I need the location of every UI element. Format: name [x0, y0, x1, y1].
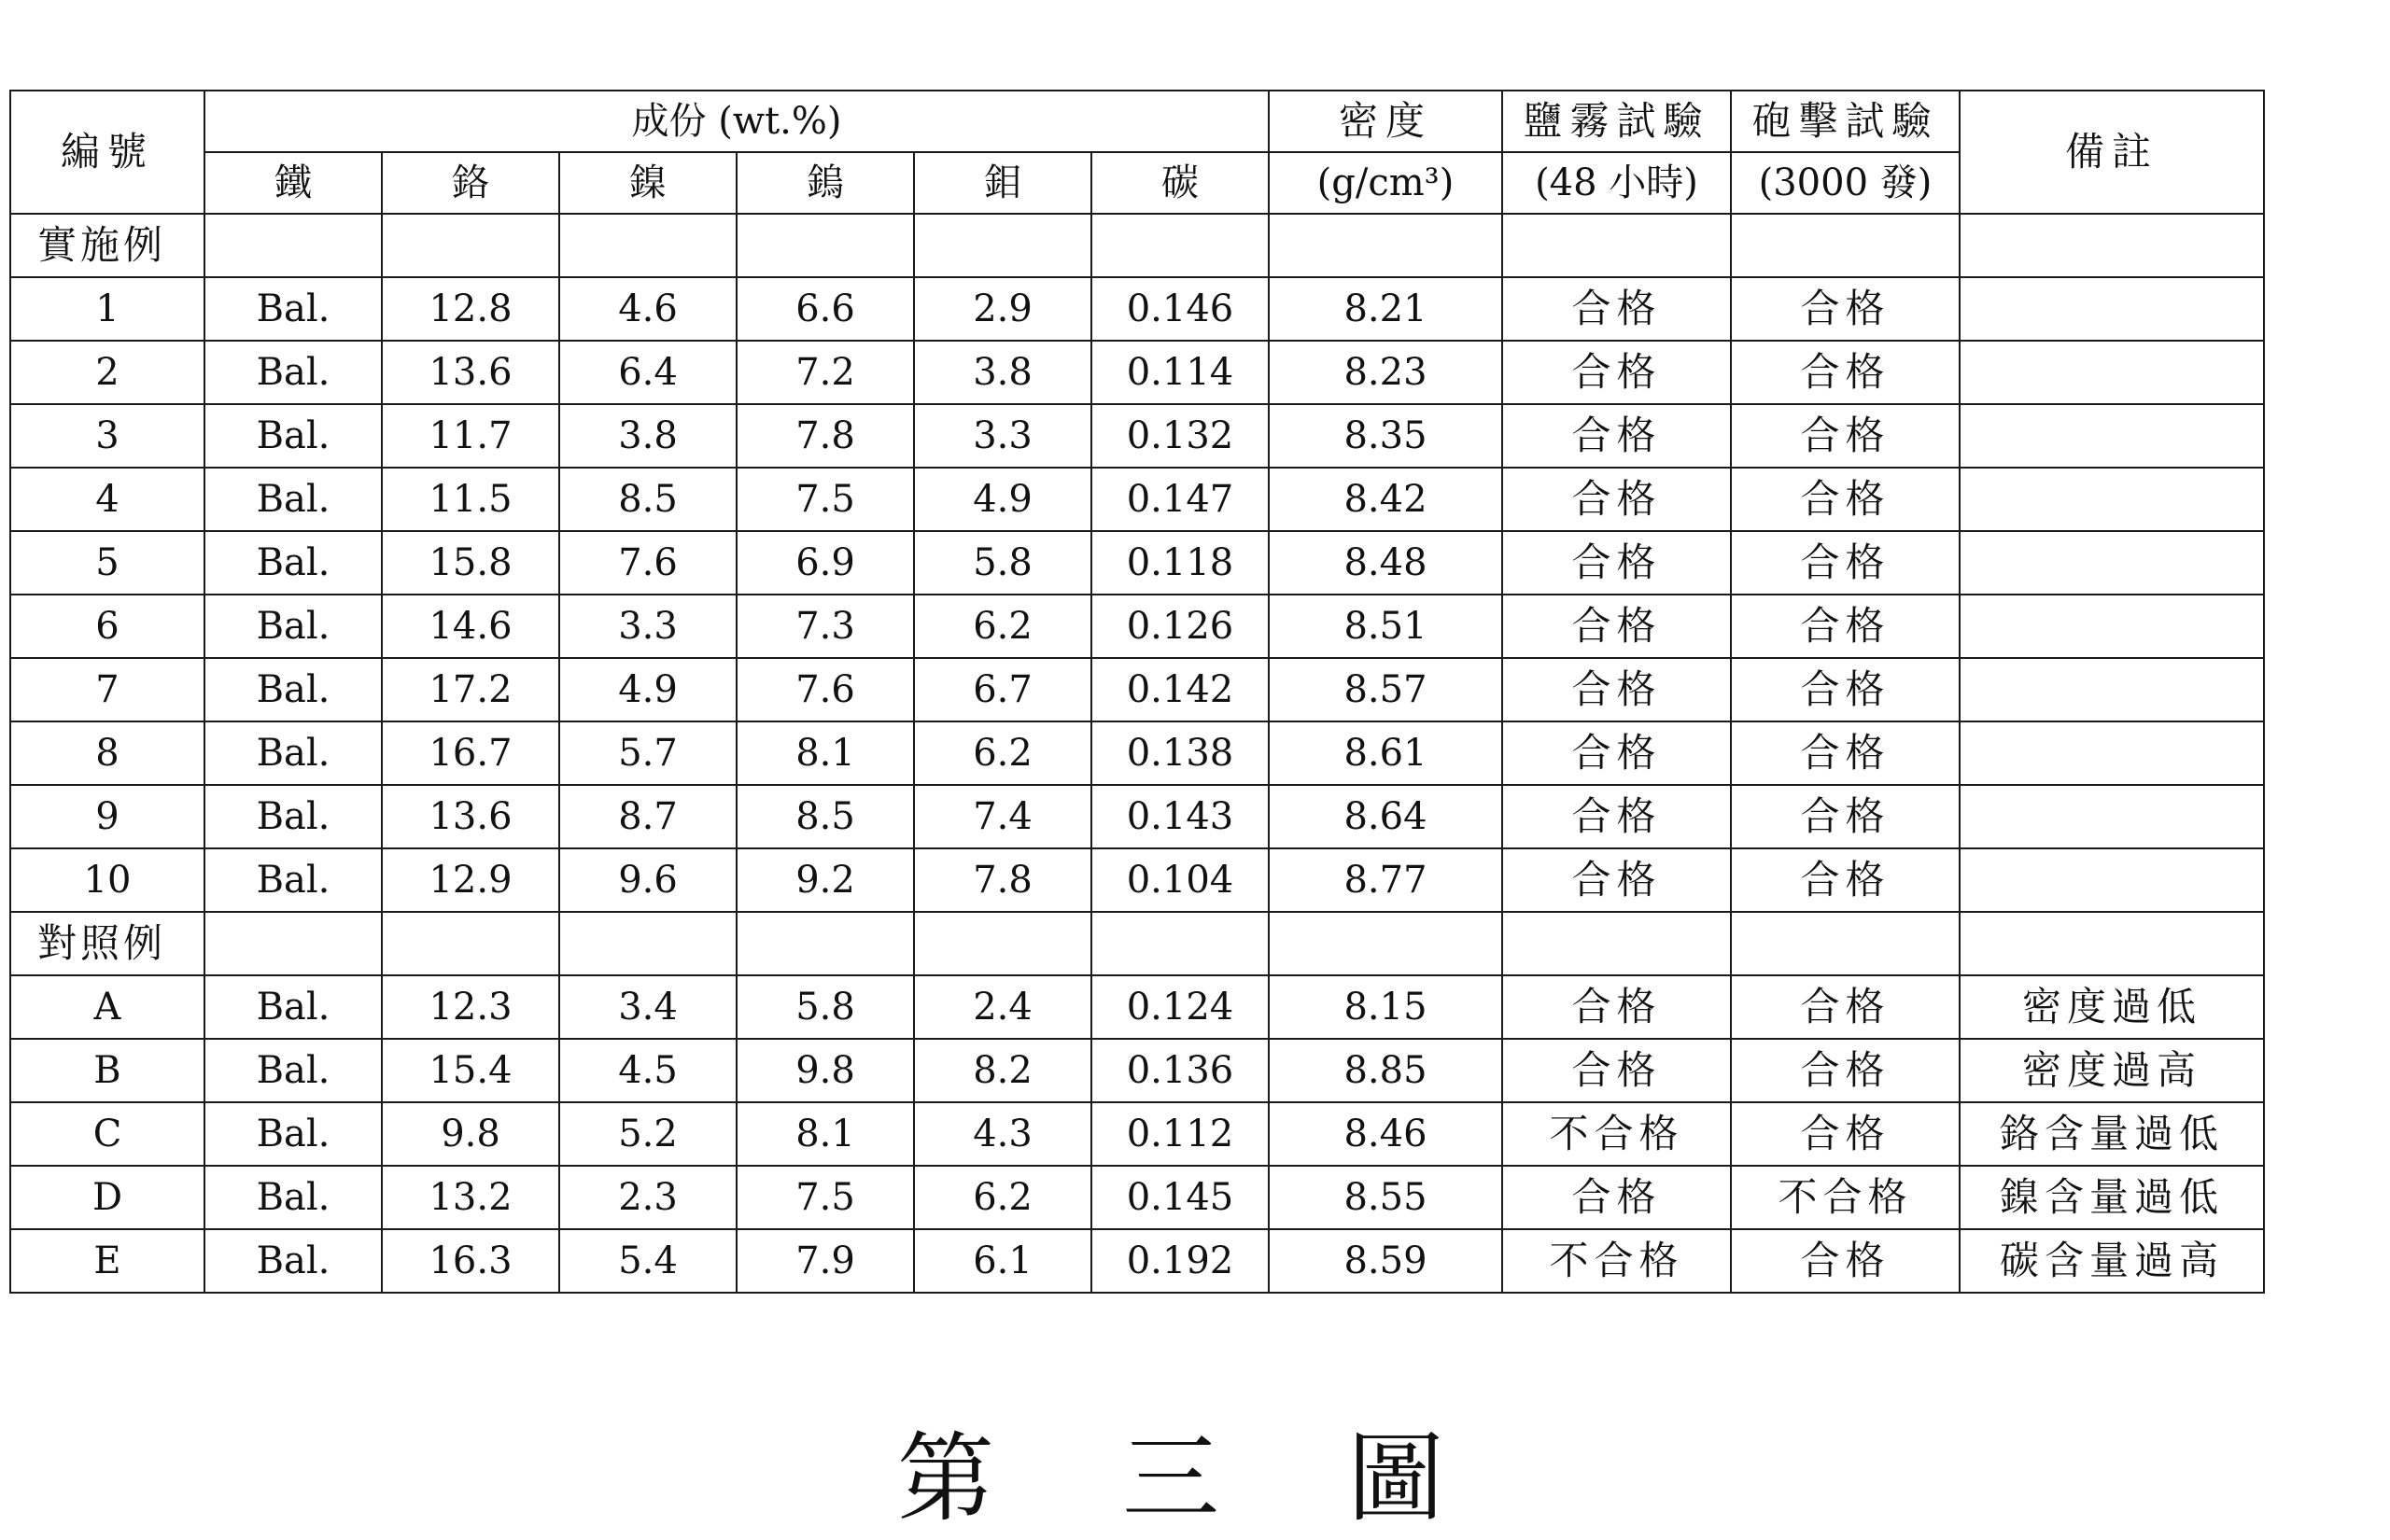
- density-cell: 8.21: [1269, 277, 1502, 341]
- iron-cell: Bal.: [204, 1166, 382, 1229]
- molybdenum-cell: 2.4: [914, 975, 1091, 1039]
- nickel-cell: 5.4: [559, 1229, 737, 1293]
- iron-cell: Bal.: [204, 277, 382, 341]
- tungsten-cell: 7.5: [737, 468, 914, 531]
- table-row: [10, 721, 2264, 785]
- density-cell: 8.77: [1269, 848, 1502, 912]
- molybdenum-cell: 7.8: [914, 848, 1091, 912]
- empty-cell: [1269, 912, 1502, 975]
- header-element-ni: 鎳: [559, 152, 737, 214]
- nickel-cell: 6.4: [559, 341, 737, 404]
- density-cell: 8.48: [1269, 531, 1502, 595]
- firing-result-cell: 合格: [1731, 404, 1960, 468]
- row-id-cell: B: [10, 1039, 204, 1102]
- table-body: [10, 91, 2264, 1293]
- firing-result-cell: 合格: [1731, 975, 1960, 1039]
- header-element-w: 鎢: [737, 152, 914, 214]
- table-row: [10, 1102, 2264, 1166]
- empty-cell: [204, 912, 382, 975]
- iron-cell: Bal.: [204, 721, 382, 785]
- firing-result-cell: 合格: [1731, 658, 1960, 721]
- table-row: [10, 785, 2264, 848]
- remark-cell: [1960, 277, 2264, 341]
- salt-spray-result-cell: 合格: [1502, 785, 1731, 848]
- header-density: 密度: [1269, 91, 1502, 152]
- firing-result-cell: 合格: [1731, 595, 1960, 658]
- iron-cell: Bal.: [204, 785, 382, 848]
- iron-cell: Bal.: [204, 848, 382, 912]
- figure-caption: 第 三 圖: [896, 1421, 1494, 1535]
- carbon-cell: 0.118: [1091, 531, 1269, 595]
- section-label: 對照例: [10, 912, 204, 975]
- density-cell: 8.85: [1269, 1039, 1502, 1102]
- salt-spray-result-cell: 合格: [1502, 975, 1731, 1039]
- molybdenum-cell: 6.1: [914, 1229, 1091, 1293]
- empty-cell: [737, 912, 914, 975]
- iron-cell: Bal.: [204, 595, 382, 658]
- density-cell: 8.55: [1269, 1166, 1502, 1229]
- salt-spray-result-cell: 合格: [1502, 848, 1731, 912]
- empty-cell: [914, 214, 1091, 277]
- chromium-cell: 16.7: [382, 721, 559, 785]
- molybdenum-cell: 4.9: [914, 468, 1091, 531]
- salt-spray-result-cell: 合格: [1502, 277, 1731, 341]
- iron-cell: Bal.: [204, 1102, 382, 1166]
- density-cell: 8.64: [1269, 785, 1502, 848]
- empty-cell: [1091, 214, 1269, 277]
- nickel-cell: 5.7: [559, 721, 737, 785]
- salt-spray-result-cell: 合格: [1502, 658, 1731, 721]
- chromium-cell: 11.7: [382, 404, 559, 468]
- row-id-cell: 4: [10, 468, 204, 531]
- density-cell: 8.61: [1269, 721, 1502, 785]
- header-salt-spray: 鹽霧試驗: [1502, 91, 1731, 152]
- salt-spray-result-cell: 合格: [1502, 1166, 1731, 1229]
- carbon-cell: 0.114: [1091, 341, 1269, 404]
- table-row: [10, 404, 2264, 468]
- section-row: [10, 214, 2264, 277]
- table-row: [10, 848, 2264, 912]
- table-row: [10, 975, 2264, 1039]
- chromium-cell: 16.3: [382, 1229, 559, 1293]
- tungsten-cell: 7.5: [737, 1166, 914, 1229]
- remark-cell: 碳含量過高: [1960, 1229, 2264, 1293]
- header-density-unit: (g/cm³): [1269, 152, 1502, 214]
- header-remarks: 備註: [1960, 91, 2264, 214]
- remark-cell: [1960, 341, 2264, 404]
- density-cell: 8.42: [1269, 468, 1502, 531]
- nickel-cell: 8.5: [559, 468, 737, 531]
- empty-cell: [1502, 214, 1731, 277]
- firing-result-cell: 不合格: [1731, 1166, 1960, 1229]
- molybdenum-cell: 3.8: [914, 341, 1091, 404]
- table-row: [10, 341, 2264, 404]
- molybdenum-cell: 6.2: [914, 721, 1091, 785]
- molybdenum-cell: 6.2: [914, 595, 1091, 658]
- nickel-cell: 2.3: [559, 1166, 737, 1229]
- iron-cell: Bal.: [204, 404, 382, 468]
- carbon-cell: 0.112: [1091, 1102, 1269, 1166]
- table-row: [10, 1166, 2264, 1229]
- row-id-cell: 3: [10, 404, 204, 468]
- carbon-cell: 0.126: [1091, 595, 1269, 658]
- molybdenum-cell: 7.4: [914, 785, 1091, 848]
- tungsten-cell: 7.8: [737, 404, 914, 468]
- salt-spray-result-cell: 合格: [1502, 721, 1731, 785]
- firing-result-cell: 合格: [1731, 721, 1960, 785]
- remark-cell: [1960, 785, 2264, 848]
- table-row: [10, 595, 2264, 658]
- iron-cell: Bal.: [204, 975, 382, 1039]
- remark-cell: 密度過高: [1960, 1039, 2264, 1102]
- carbon-cell: 0.143: [1091, 785, 1269, 848]
- salt-spray-result-cell: 合格: [1502, 468, 1731, 531]
- empty-cell: [559, 214, 737, 277]
- table-row: [10, 658, 2264, 721]
- nickel-cell: 7.6: [559, 531, 737, 595]
- empty-cell: [1091, 912, 1269, 975]
- density-cell: 8.35: [1269, 404, 1502, 468]
- chromium-cell: 9.8: [382, 1102, 559, 1166]
- carbon-cell: 0.146: [1091, 277, 1269, 341]
- iron-cell: Bal.: [204, 1229, 382, 1293]
- row-id-cell: 7: [10, 658, 204, 721]
- tungsten-cell: 8.5: [737, 785, 914, 848]
- empty-cell: [382, 214, 559, 277]
- empty-cell: [1731, 214, 1960, 277]
- chromium-cell: 13.2: [382, 1166, 559, 1229]
- remark-cell: [1960, 531, 2264, 595]
- table-row: [10, 468, 2264, 531]
- firing-result-cell: 合格: [1731, 1102, 1960, 1166]
- header-element-c: 碳: [1091, 152, 1269, 214]
- row-id-cell: 9: [10, 785, 204, 848]
- remark-cell: [1960, 595, 2264, 658]
- salt-spray-result-cell: 合格: [1502, 1039, 1731, 1102]
- header-firing-test: 砲擊試驗: [1731, 91, 1960, 152]
- empty-cell: [737, 214, 914, 277]
- nickel-cell: 4.5: [559, 1039, 737, 1102]
- carbon-cell: 0.192: [1091, 1229, 1269, 1293]
- empty-cell: [1960, 214, 2264, 277]
- empty-cell: [382, 912, 559, 975]
- nickel-cell: 9.6: [559, 848, 737, 912]
- tungsten-cell: 9.2: [737, 848, 914, 912]
- carbon-cell: 0.124: [1091, 975, 1269, 1039]
- firing-result-cell: 合格: [1731, 277, 1960, 341]
- header-composition: 成份 (wt.%): [204, 91, 1269, 152]
- salt-spray-result-cell: 合格: [1502, 404, 1731, 468]
- row-id-cell: 5: [10, 531, 204, 595]
- iron-cell: Bal.: [204, 1039, 382, 1102]
- chromium-cell: 12.9: [382, 848, 559, 912]
- tungsten-cell: 6.9: [737, 531, 914, 595]
- carbon-cell: 0.132: [1091, 404, 1269, 468]
- tungsten-cell: 8.1: [737, 1102, 914, 1166]
- remark-cell: [1960, 658, 2264, 721]
- density-cell: 8.15: [1269, 975, 1502, 1039]
- firing-result-cell: 合格: [1731, 1229, 1960, 1293]
- row-id-cell: D: [10, 1166, 204, 1229]
- table-row: [10, 277, 2264, 341]
- firing-result-cell: 合格: [1731, 341, 1960, 404]
- empty-cell: [1960, 912, 2264, 975]
- remark-cell: 鎳含量過低: [1960, 1166, 2264, 1229]
- header-element-cr: 鉻: [382, 152, 559, 214]
- carbon-cell: 0.145: [1091, 1166, 1269, 1229]
- row-id-cell: 2: [10, 341, 204, 404]
- row-id-cell: E: [10, 1229, 204, 1293]
- nickel-cell: 3.4: [559, 975, 737, 1039]
- chromium-cell: 14.6: [382, 595, 559, 658]
- remark-cell: [1960, 404, 2264, 468]
- salt-spray-result-cell: 不合格: [1502, 1102, 1731, 1166]
- density-cell: 8.46: [1269, 1102, 1502, 1166]
- carbon-cell: 0.147: [1091, 468, 1269, 531]
- iron-cell: Bal.: [204, 658, 382, 721]
- composition-table: [9, 90, 2265, 1294]
- empty-cell: [559, 912, 737, 975]
- tungsten-cell: 6.6: [737, 277, 914, 341]
- header-id: 編號: [10, 91, 204, 214]
- remark-cell: [1960, 848, 2264, 912]
- carbon-cell: 0.136: [1091, 1039, 1269, 1102]
- firing-result-cell: 合格: [1731, 468, 1960, 531]
- header-row-1: [10, 91, 2264, 152]
- iron-cell: Bal.: [204, 531, 382, 595]
- remark-cell: [1960, 721, 2264, 785]
- chromium-cell: 13.6: [382, 785, 559, 848]
- nickel-cell: 4.6: [559, 277, 737, 341]
- carbon-cell: 0.138: [1091, 721, 1269, 785]
- header-salt-spray-duration: (48 小時): [1502, 152, 1731, 214]
- empty-cell: [914, 912, 1091, 975]
- iron-cell: Bal.: [204, 341, 382, 404]
- chromium-cell: 15.4: [382, 1039, 559, 1102]
- nickel-cell: 5.2: [559, 1102, 737, 1166]
- chromium-cell: 12.3: [382, 975, 559, 1039]
- tungsten-cell: 8.1: [737, 721, 914, 785]
- tungsten-cell: 9.8: [737, 1039, 914, 1102]
- tungsten-cell: 7.3: [737, 595, 914, 658]
- salt-spray-result-cell: 合格: [1502, 531, 1731, 595]
- empty-cell: [1731, 912, 1960, 975]
- row-id-cell: C: [10, 1102, 204, 1166]
- nickel-cell: 3.8: [559, 404, 737, 468]
- tungsten-cell: 7.9: [737, 1229, 914, 1293]
- header-element-fe: 鐵: [204, 152, 382, 214]
- molybdenum-cell: 6.7: [914, 658, 1091, 721]
- remark-cell: [1960, 468, 2264, 531]
- header-firing-rounds: (3000 發): [1731, 152, 1960, 214]
- chromium-cell: 13.6: [382, 341, 559, 404]
- firing-result-cell: 合格: [1731, 848, 1960, 912]
- salt-spray-result-cell: 合格: [1502, 595, 1731, 658]
- salt-spray-result-cell: 合格: [1502, 341, 1731, 404]
- tungsten-cell: 7.2: [737, 341, 914, 404]
- molybdenum-cell: 2.9: [914, 277, 1091, 341]
- row-id-cell: 10: [10, 848, 204, 912]
- section-row: [10, 912, 2264, 975]
- nickel-cell: 8.7: [559, 785, 737, 848]
- firing-result-cell: 合格: [1731, 531, 1960, 595]
- tungsten-cell: 7.6: [737, 658, 914, 721]
- nickel-cell: 4.9: [559, 658, 737, 721]
- carbon-cell: 0.142: [1091, 658, 1269, 721]
- row-id-cell: 1: [10, 277, 204, 341]
- carbon-cell: 0.104: [1091, 848, 1269, 912]
- density-cell: 8.59: [1269, 1229, 1502, 1293]
- table-row: [10, 1229, 2264, 1293]
- molybdenum-cell: 5.8: [914, 531, 1091, 595]
- density-cell: 8.51: [1269, 595, 1502, 658]
- firing-result-cell: 合格: [1731, 1039, 1960, 1102]
- firing-result-cell: 合格: [1731, 785, 1960, 848]
- density-cell: 8.23: [1269, 341, 1502, 404]
- remark-cell: 密度過低: [1960, 975, 2264, 1039]
- tungsten-cell: 5.8: [737, 975, 914, 1039]
- molybdenum-cell: 3.3: [914, 404, 1091, 468]
- section-label: 實施例: [10, 214, 204, 277]
- chromium-cell: 17.2: [382, 658, 559, 721]
- row-id-cell: 8: [10, 721, 204, 785]
- density-cell: 8.57: [1269, 658, 1502, 721]
- molybdenum-cell: 6.2: [914, 1166, 1091, 1229]
- iron-cell: Bal.: [204, 468, 382, 531]
- molybdenum-cell: 4.3: [914, 1102, 1091, 1166]
- empty-cell: [1502, 912, 1731, 975]
- salt-spray-result-cell: 不合格: [1502, 1229, 1731, 1293]
- row-id-cell: A: [10, 975, 204, 1039]
- table-row: [10, 531, 2264, 595]
- header-row-2: [10, 152, 2264, 214]
- nickel-cell: 3.3: [559, 595, 737, 658]
- empty-cell: [204, 214, 382, 277]
- chromium-cell: 15.8: [382, 531, 559, 595]
- remark-cell: 鉻含量過低: [1960, 1102, 2264, 1166]
- header-element-mo: 鉬: [914, 152, 1091, 214]
- empty-cell: [1269, 214, 1502, 277]
- molybdenum-cell: 8.2: [914, 1039, 1091, 1102]
- chromium-cell: 11.5: [382, 468, 559, 531]
- table-row: [10, 1039, 2264, 1102]
- row-id-cell: 6: [10, 595, 204, 658]
- chromium-cell: 12.8: [382, 277, 559, 341]
